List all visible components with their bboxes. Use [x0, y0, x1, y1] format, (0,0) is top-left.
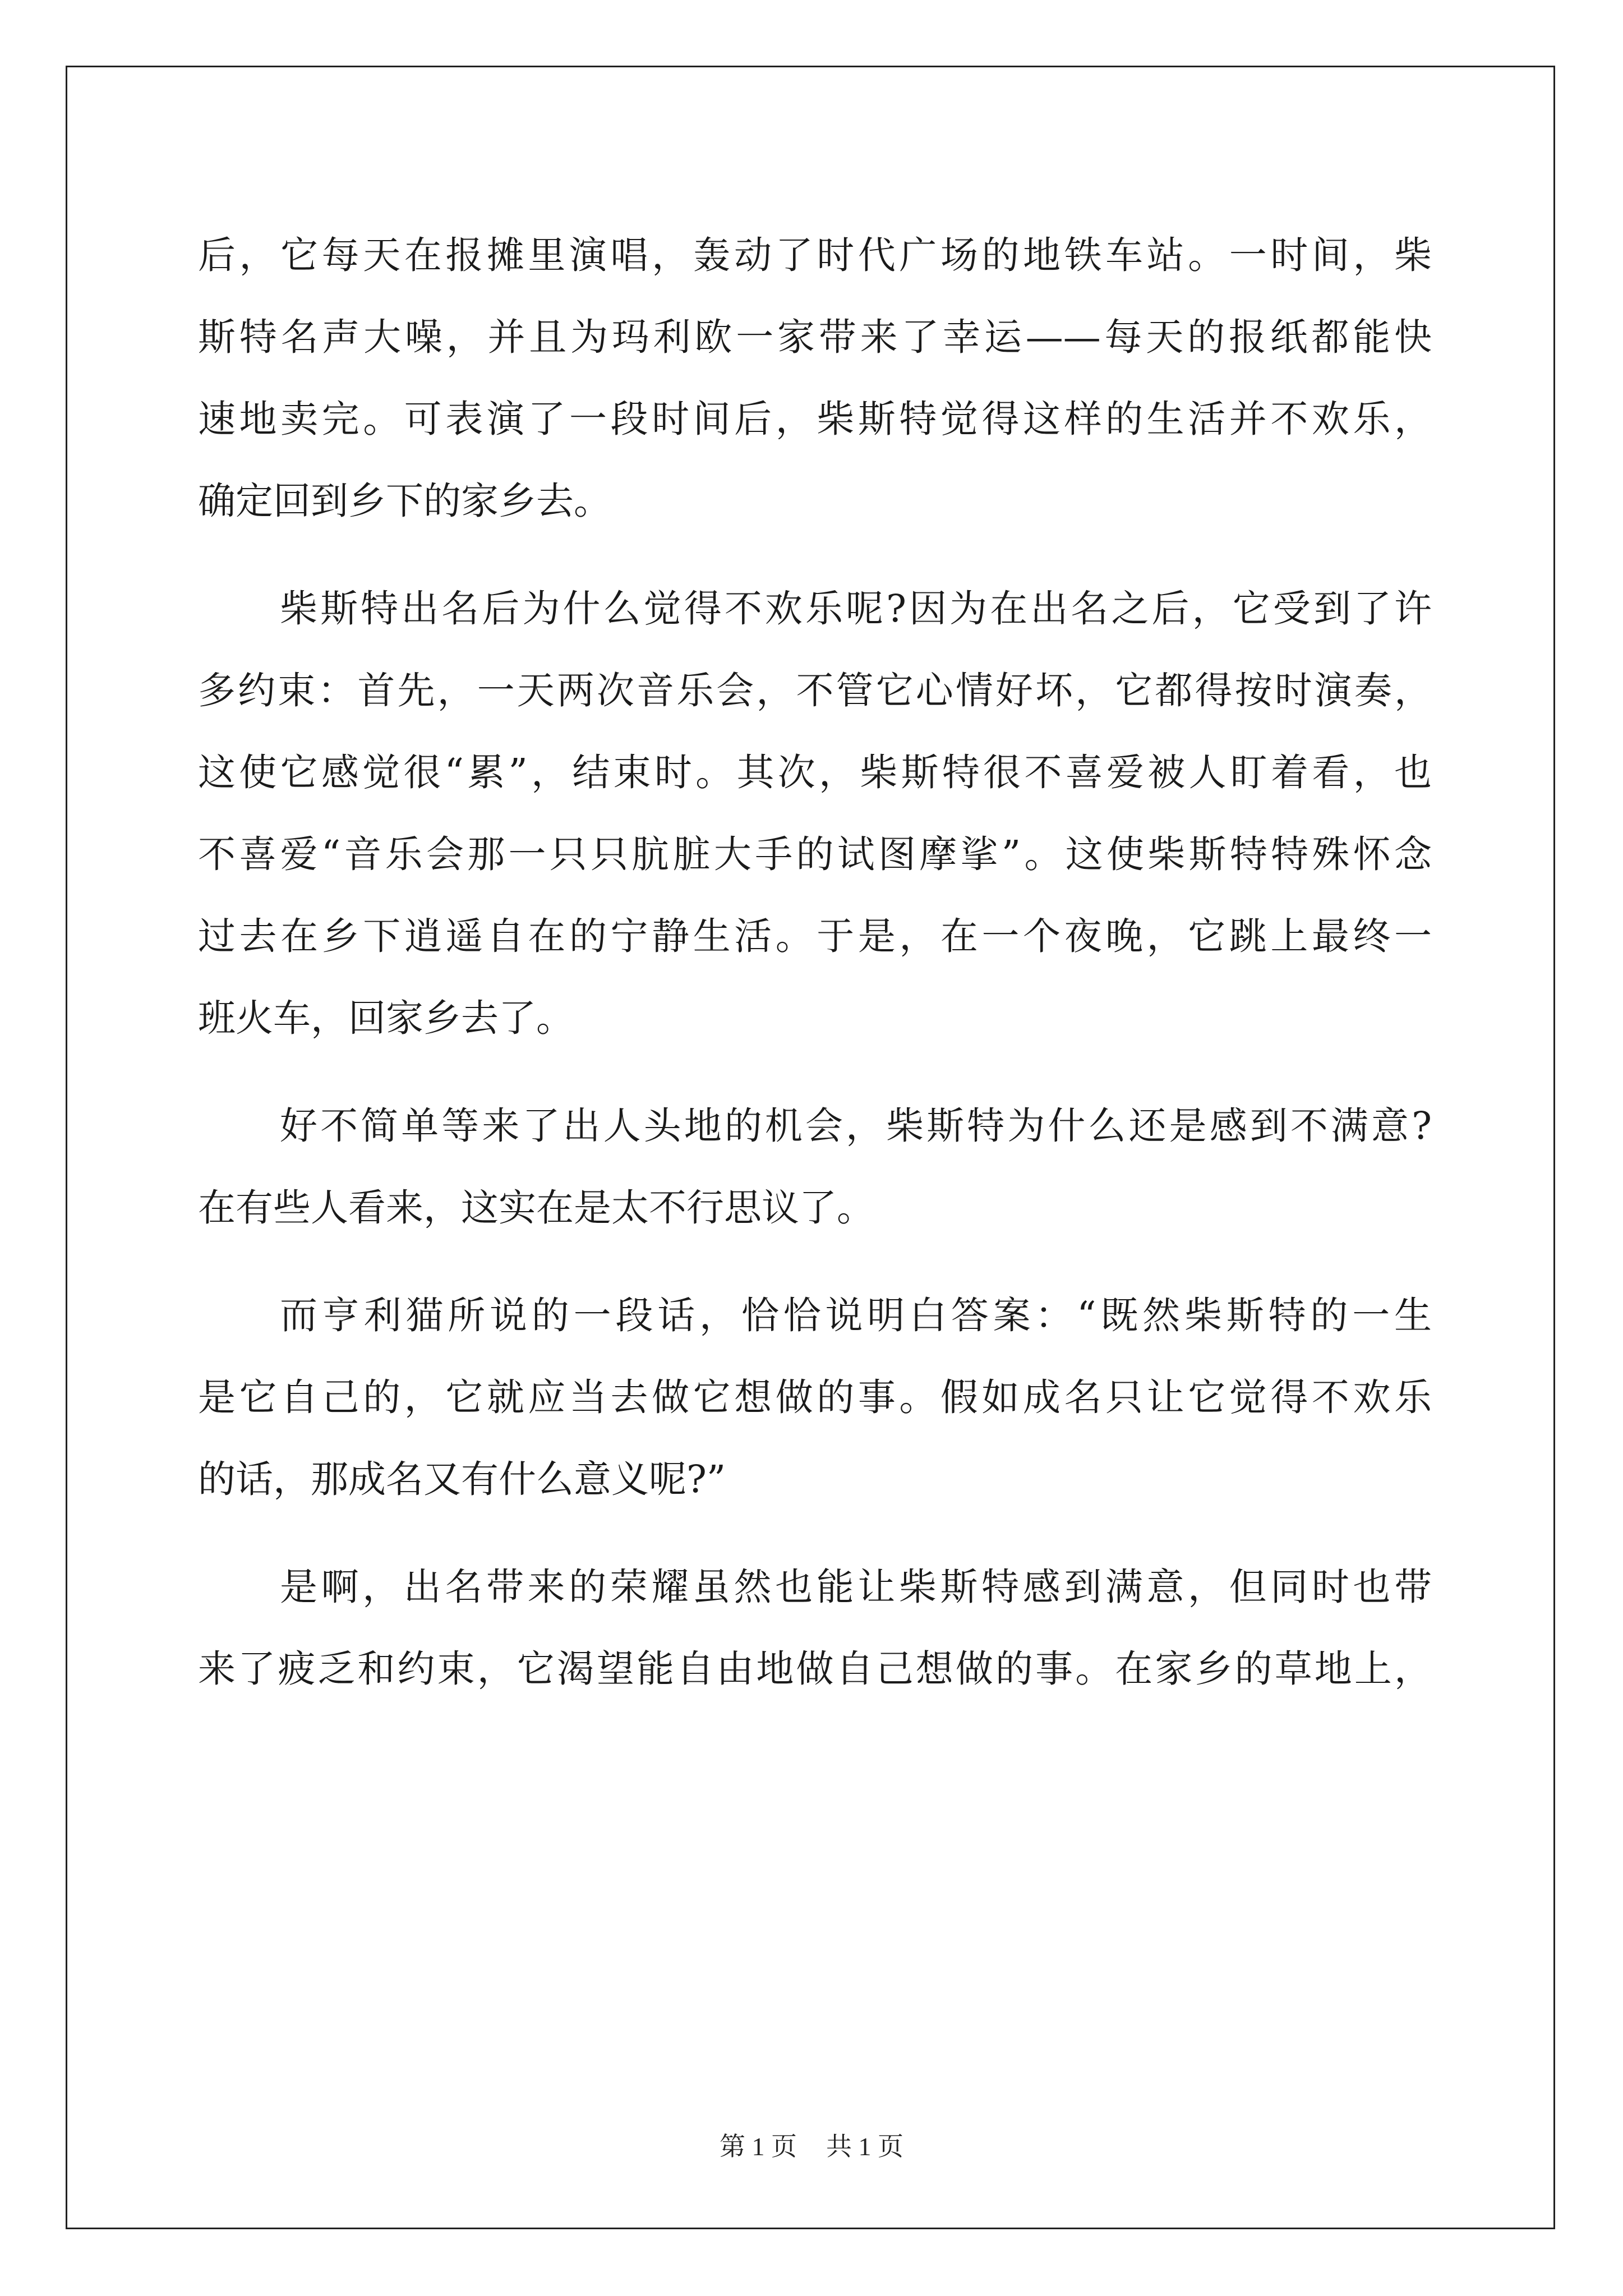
page-footer	[0, 2126, 1623, 2163]
paragraph	[198, 214, 1432, 542]
text-line: 多约束：首先，一天两次音乐会，不管它心情好坏，它都得按时演奏，	[198, 669, 1432, 712]
page-number: 第 1 页	[720, 2132, 797, 2161]
paragraph	[198, 1085, 1432, 1249]
text-line: 是啊，出名带来的荣耀虽然也能让柴斯特感到满意，但同时也带	[280, 1565, 1432, 1609]
text-line: 确定回到乡下的家乡去。	[198, 479, 611, 523]
text-line: 而亨利猫所说的一段话，恰恰说明白答案：“既然柴斯特的一生	[280, 1294, 1432, 1337]
page-total: 共 1 页	[826, 2132, 903, 2161]
text-line: 不喜爱“音乐会那一只只肮脏大手的试图摩挲”。这使柴斯特特殊怀念	[198, 832, 1432, 876]
text-line: 这使它感觉很“累”，结束时。其次，柴斯特很不喜爱被人盯着看，也	[198, 751, 1432, 794]
text-line: 来了疲乏和约束，它渴望能自由地做自己想做的事。在家乡的草地上，	[198, 1647, 1432, 1691]
text-line: 在有些人看来，这实在是太不行思议了。	[198, 1186, 874, 1230]
paragraph	[198, 568, 1432, 1059]
text-line: 是它自己的，它就应当去做它想做的事。假如成名只让它觉得不欢乐	[198, 1375, 1432, 1419]
document-body	[198, 214, 1432, 1710]
text-line: 柴斯特出名后为什么觉得不欢乐呢?因为在出名之后，它受到了许	[280, 587, 1432, 631]
text-line: 好不简单等来了出人头地的机会，柴斯特为什么还是感到不满意?	[280, 1104, 1432, 1148]
text-line: 过去在乡下逍遥自在的宁静生活。于是，在一个夜晚，它跳上最终一	[198, 914, 1432, 958]
text-line: 的话，那成名又有什么意义呢?”	[198, 1457, 726, 1501]
paragraph	[198, 1546, 1432, 1710]
paragraph	[198, 1274, 1432, 1520]
text-line: 后，它每天在报摊里演唱，轰动了时代广场的地铁车站。一时间，柴	[198, 233, 1432, 277]
text-line: 斯特名声大噪，并且为玛利欧一家带来了幸运——每天的报纸都能快	[198, 315, 1432, 359]
text-line: 速地卖完。可表演了一段时间后，柴斯特觉得这样的生活并不欢乐，	[198, 397, 1432, 441]
text-line: 班火车，回家乡去了。	[198, 996, 574, 1040]
